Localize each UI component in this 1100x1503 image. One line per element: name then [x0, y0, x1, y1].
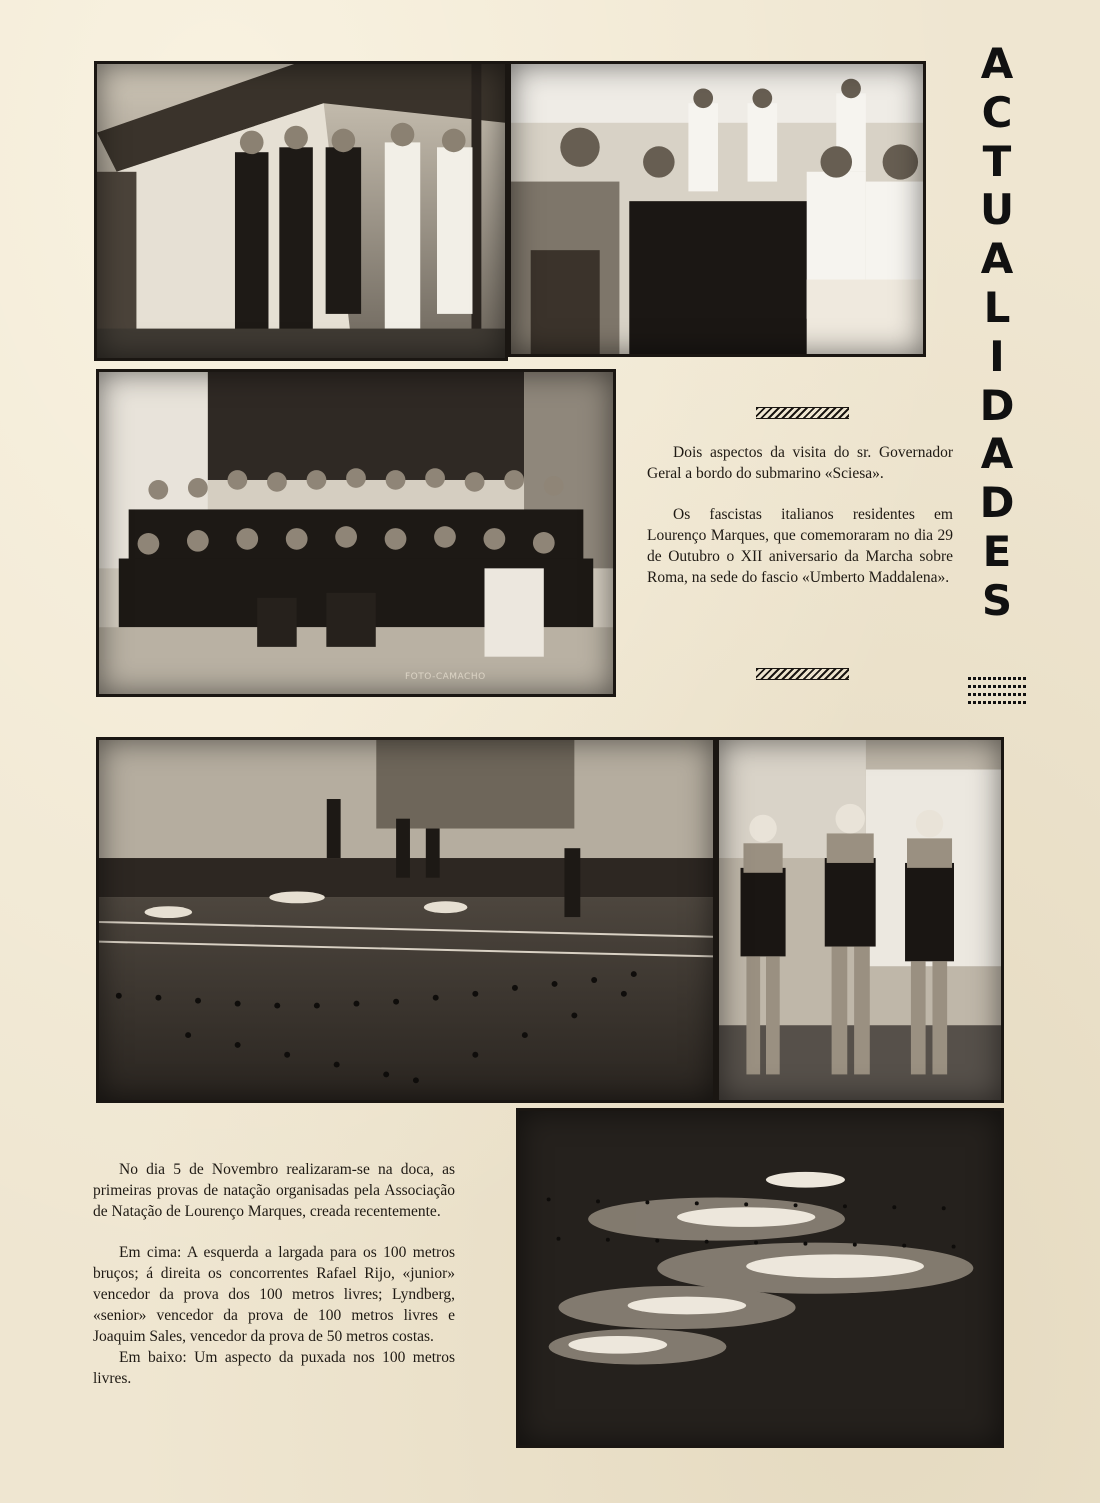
headline-letter: A [980, 429, 1014, 479]
headline-actualidades [968, 40, 1026, 626]
headline-letter: A [980, 39, 1014, 88]
headline-letter: C [981, 87, 1013, 137]
photo-swim-start-image [99, 740, 713, 1100]
headline-letter: S [981, 575, 1013, 625]
headline-letter: A [980, 234, 1014, 284]
headline-letter: D [979, 380, 1015, 430]
headline-letter: T [982, 136, 1012, 186]
decorative-hatch [756, 407, 849, 419]
photo-three-swimmers-image [719, 740, 1001, 1100]
caption-swimming-event: No dia 5 de Novembro realizaram-se na doca, as primeiras provas de natação organisadas pela Associação de Natação de Lourenço Marques, creada recentemente. [93, 1161, 455, 1220]
headline-rule [968, 701, 1026, 704]
decorative-hatch [756, 668, 849, 680]
caption-top [647, 442, 953, 588]
photo-fascist-group [96, 369, 616, 697]
headline-letter: E [982, 526, 1012, 576]
headline-rule [968, 677, 1026, 680]
headline-rule [968, 693, 1026, 696]
photo-swim-race-image [519, 1111, 1001, 1445]
photo-credit: FOTO-CAMACHO [405, 672, 486, 682]
photo-fascist-group-image [99, 372, 613, 694]
photo-swim-race [516, 1108, 1004, 1448]
headline-letter: I [989, 331, 1005, 381]
caption-fascist-group: Os fascistas italianos residentes em Lourenço Marques, que comemoraram no dia 29 de Outubro o XII aniversario da Marcha sobre Roma, na sede do fascio «Umberto Maddalena». [647, 506, 953, 586]
photo-table-aboard [508, 61, 926, 357]
photo-officers-awning-image [97, 64, 505, 358]
headline-letter: D [979, 478, 1015, 528]
caption-above-description: Em cima: A esquerda a largada para os 100 metros bruços; á direita os concorrentes Rafael Rijo, «junior» vencedor da prova dos 100 metros livres; Lyndberg, «senior» vencedor da prova de 100 metros livres e Joaquim Sales, vencedor da prova de 50 metros costas. [93, 1244, 455, 1345]
headline-rule [968, 685, 1026, 688]
headline-letter: U [979, 185, 1015, 235]
photo-swim-start [96, 737, 716, 1103]
caption-below-description: Em baixo: Um aspecto da puxada nos 100 metros livres. [93, 1349, 455, 1387]
caption-governor-visit: Dois aspectos da visita do sr. Governador Geral a bordo do submarino «Sciesa». [647, 444, 953, 482]
photo-table-aboard-image [511, 64, 923, 354]
headline-letter: L [983, 282, 1011, 332]
photo-officers-awning [94, 61, 508, 361]
photo-three-swimmers [716, 737, 1004, 1103]
caption-bottom [93, 1159, 455, 1389]
